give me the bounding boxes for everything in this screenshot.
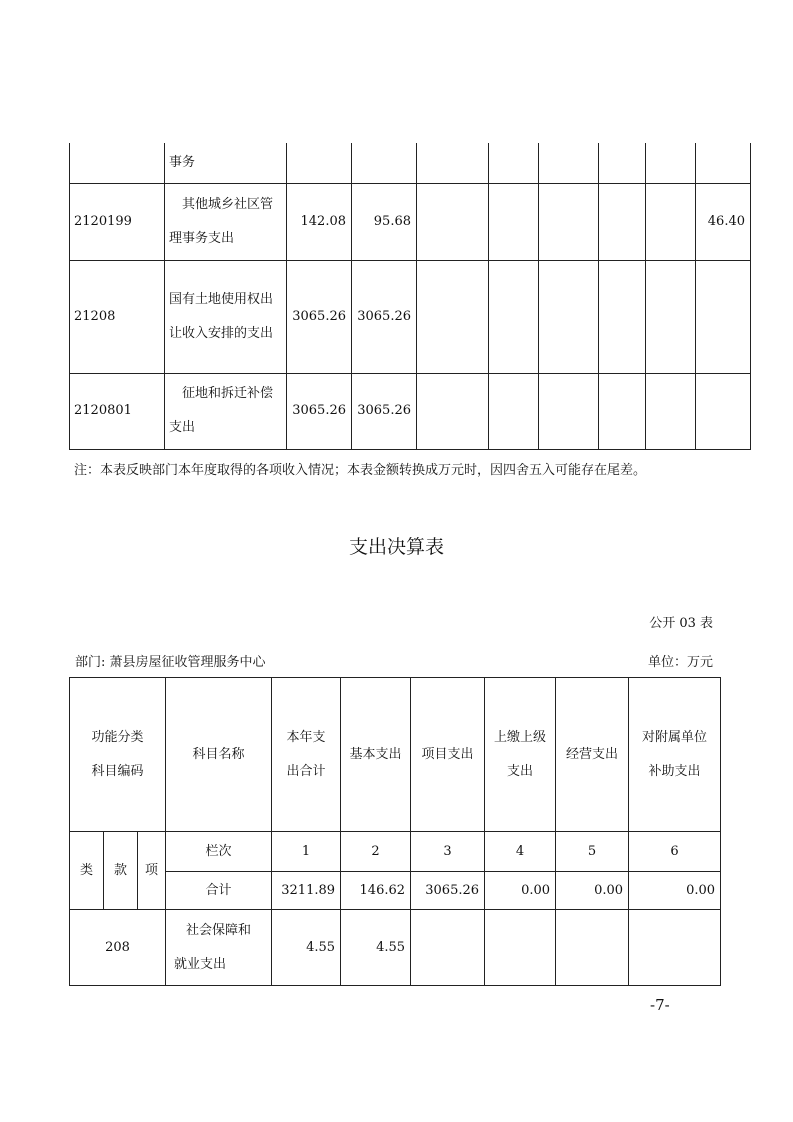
value-cell: 3065.26 bbox=[352, 260, 417, 373]
table-note: 注：本表反映部门本年度取得的各项收入情况；本表金额转换成万元时，因四舍五入可能存在尾差。 bbox=[74, 463, 647, 478]
column-number-row bbox=[70, 832, 721, 872]
total-value: 0.00 bbox=[485, 872, 556, 910]
table-row bbox=[70, 260, 751, 373]
value-cell bbox=[696, 260, 751, 373]
header-kuan: 款 bbox=[104, 832, 138, 910]
value-cell bbox=[417, 373, 489, 449]
table-header-row bbox=[70, 678, 721, 832]
value-cell bbox=[696, 143, 751, 183]
total-value: 3211.89 bbox=[272, 872, 341, 910]
value-cell bbox=[539, 373, 599, 449]
value-cell bbox=[629, 910, 721, 986]
value-cell bbox=[485, 910, 556, 986]
header-code: 功能分类 科目编码 bbox=[70, 678, 166, 832]
value-cell bbox=[417, 183, 489, 260]
name-cell: 征地和拆迁补偿支出 bbox=[165, 373, 287, 449]
code-cell: 2120801 bbox=[70, 373, 165, 449]
header-project: 项目支出 bbox=[411, 678, 485, 832]
name-cell: 事务 bbox=[165, 143, 287, 183]
total-value: 3065.26 bbox=[411, 872, 485, 910]
column-number: 2 bbox=[341, 832, 411, 872]
column-number: 6 bbox=[629, 832, 721, 872]
table-number: 公开 03 表 bbox=[649, 616, 713, 631]
column-number: 3 bbox=[411, 832, 485, 872]
income-table-continuation bbox=[69, 143, 751, 450]
unit-label: 单位：万元 bbox=[647, 655, 713, 670]
department-label: 部门: 萧县房屋征收管理服务中心 bbox=[75, 655, 266, 670]
value-cell bbox=[411, 910, 485, 986]
value-cell bbox=[696, 373, 751, 449]
name-cell: 其他城乡社区管理事务支出 bbox=[165, 183, 287, 260]
value-cell: 142.08 bbox=[287, 183, 352, 260]
header-name: 科目名称 bbox=[166, 678, 272, 832]
expenditure-table bbox=[69, 677, 721, 986]
value-cell bbox=[539, 260, 599, 373]
value-cell bbox=[489, 373, 539, 449]
value-cell: 4.55 bbox=[272, 910, 341, 986]
total-label: 合计 bbox=[166, 872, 272, 910]
code-cell: 2120199 bbox=[70, 183, 165, 260]
table-row bbox=[70, 143, 751, 183]
value-cell: 3065.26 bbox=[352, 373, 417, 449]
table-row bbox=[70, 183, 751, 260]
value-cell bbox=[489, 183, 539, 260]
value-cell bbox=[417, 143, 489, 183]
header-total: 本年支 出合计 bbox=[272, 678, 341, 832]
value-cell bbox=[287, 143, 352, 183]
value-cell bbox=[646, 143, 696, 183]
table-row bbox=[70, 910, 721, 986]
total-value: 0.00 bbox=[629, 872, 721, 910]
value-cell bbox=[646, 260, 696, 373]
column-number: 1 bbox=[272, 832, 341, 872]
value-cell bbox=[646, 183, 696, 260]
value-cell bbox=[352, 143, 417, 183]
name-cell: 国有土地使用权出让收入安排的支出 bbox=[165, 260, 287, 373]
header-lei: 类 bbox=[70, 832, 104, 910]
value-cell: 46.40 bbox=[696, 183, 751, 260]
value-cell bbox=[599, 260, 646, 373]
header-upper: 上缴上级 支出 bbox=[485, 678, 556, 832]
value-cell bbox=[599, 183, 646, 260]
name-cell: 社会保障和 就业支出 bbox=[166, 910, 272, 986]
value-cell: 3065.26 bbox=[287, 260, 352, 373]
total-value: 146.62 bbox=[341, 872, 411, 910]
value-cell bbox=[489, 260, 539, 373]
header-xiang: 项 bbox=[138, 832, 166, 910]
value-cell bbox=[599, 373, 646, 449]
page-title: 支出决算表 bbox=[348, 536, 444, 558]
value-cell bbox=[489, 143, 539, 183]
value-cell bbox=[646, 373, 696, 449]
value-cell bbox=[556, 910, 629, 986]
total-value: 0.00 bbox=[556, 872, 629, 910]
table-row bbox=[70, 373, 751, 449]
value-cell bbox=[539, 143, 599, 183]
value-cell: 4.55 bbox=[341, 910, 411, 986]
column-label: 栏次 bbox=[166, 832, 272, 872]
column-number: 5 bbox=[556, 832, 629, 872]
header-business: 经营支出 bbox=[556, 678, 629, 832]
code-cell: 21208 bbox=[70, 260, 165, 373]
page-number: -7- bbox=[650, 996, 670, 1014]
value-cell bbox=[599, 143, 646, 183]
column-number: 4 bbox=[485, 832, 556, 872]
total-row bbox=[70, 872, 721, 910]
value-cell: 3065.26 bbox=[287, 373, 352, 449]
code-cell bbox=[70, 143, 165, 183]
code-cell: 208 bbox=[70, 910, 166, 986]
header-basic: 基本支出 bbox=[341, 678, 411, 832]
value-cell bbox=[539, 183, 599, 260]
value-cell: 95.68 bbox=[352, 183, 417, 260]
value-cell bbox=[417, 260, 489, 373]
header-subsidy: 对附属单位 补助支出 bbox=[629, 678, 721, 832]
